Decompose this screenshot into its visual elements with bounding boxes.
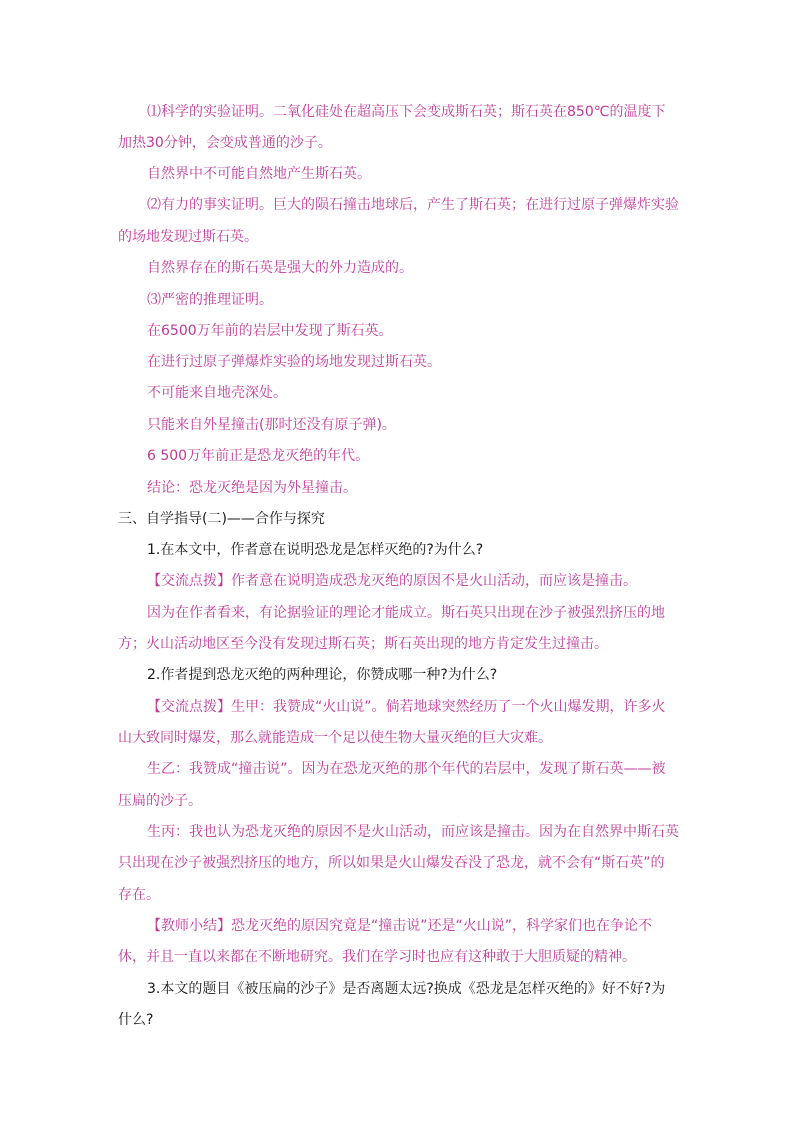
question: 3.本文的题目《被压扁的沙子》是否离题太远?换成《恐龙是怎样灭绝的》好不好?为 bbox=[147, 981, 666, 997]
text-line: 【交流点拨】作者意在说明造成恐龙灭绝的原因不是火山活动，而应该是撞击。 bbox=[147, 573, 637, 589]
text-line: 自然界存在的斯石英是强大的外力造成的。 bbox=[147, 260, 413, 276]
text-line: 压扁的沙子。 bbox=[118, 793, 202, 809]
section-heading: 三、自学指导(二)——合作与探究 bbox=[118, 511, 325, 527]
text-line: 加热30分钟，会变成普通的沙子。 bbox=[118, 135, 332, 151]
text-line: ⑵有力的事实证明。巨大的陨石撞击地球后，产生了斯石英；在进行过原子弹爆炸实验 bbox=[147, 197, 679, 213]
text-line: 方；火山活动地区至今没有发现过斯石英；斯石英出现的地方肯定发生过撞击。 bbox=[118, 636, 608, 652]
text-line: 自然界中不可能自然地产生斯石英。 bbox=[147, 166, 371, 182]
text-line: 生乙：我赞成“撞击说”。因为在恐龙灭绝的那个年代的岩层中，发现了斯石英——被 bbox=[147, 761, 666, 777]
text-line: 休，并且一直以来都在不断地研究。我们在学习时也应有这种敢于大胆质疑的精神。 bbox=[118, 949, 636, 965]
text-line: 存在。 bbox=[118, 887, 160, 903]
text-line: 的场地发现过斯石英。 bbox=[118, 229, 258, 245]
text-line: 【教师小结】恐龙灭绝的原因究竟是“撞击说”还是“火山说”，科学家们也在争论不 bbox=[147, 918, 653, 934]
text-line: 山大致同时爆发，那么就能造成一个足以使生物大量灭绝的巨大灾难。 bbox=[118, 730, 552, 746]
text-line: 结论：恐龙灭绝是因为外星撞击。 bbox=[147, 480, 357, 496]
text-line: 在进行过原子弹爆炸实验的场地发现过斯石英。 bbox=[147, 354, 441, 370]
text-line: ⑴科学的实验证明。二氧化硅处在超高压下会变成斯石英；斯石英在850℃的温度下 bbox=[147, 104, 666, 120]
text-line: 只出现在沙子被强烈挤压的地方，所以如果是火山爆发吞没了恐龙，就不会有“斯石英”的 bbox=[118, 855, 665, 871]
question: 1.在本文中，作者意在说明恐龙是怎样灭绝的?为什么? bbox=[147, 542, 484, 558]
text-line: 在6500万年前的岩层中发现了斯石英。 bbox=[147, 323, 393, 339]
text-line: 6 500万年前正是恐龙灭绝的年代。 bbox=[147, 448, 370, 464]
text-line: ⑶严密的推理证明。 bbox=[147, 292, 273, 308]
question: 什么? bbox=[118, 1012, 154, 1028]
text-line: 只能来自外星撞击(那时还没有原子弹)。 bbox=[147, 417, 396, 433]
text-line: 【交流点拨】生甲：我赞成“火山说”。倘若地球突然经历了一个火山爆发期，许多火 bbox=[147, 699, 666, 715]
text-line: 因为在作者看来，有论据验证的理论才能成立。斯石英只出现在沙子被强烈挤压的地 bbox=[147, 605, 665, 621]
text-line: 不可能来自地壳深处。 bbox=[147, 385, 287, 401]
text-line: 生丙：我也认为恐龙灭绝的原因不是火山活动，而应该是撞击。因为在自然界中斯石英 bbox=[147, 824, 679, 840]
question: 2.作者提到恐龙灭绝的两种理论，你赞成哪一种?为什么? bbox=[147, 667, 498, 683]
